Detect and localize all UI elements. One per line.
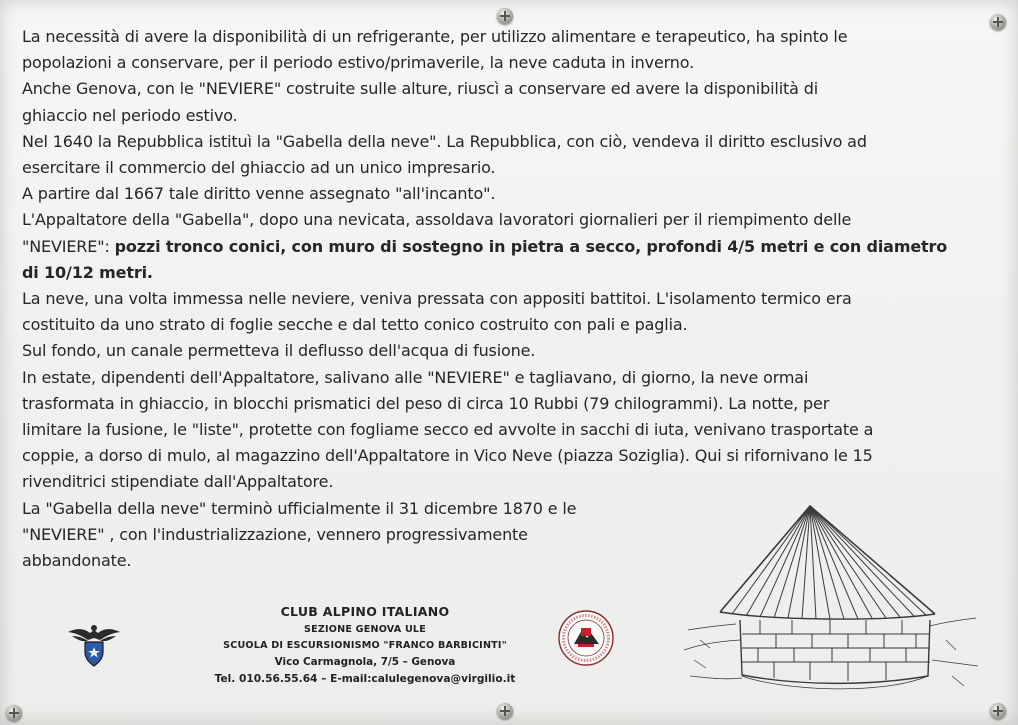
screw-top-center (497, 8, 513, 24)
text-line: abbandonate. (22, 551, 132, 571)
text-line: La necessità di avere la disponibilità di un refrigerante, per utilizzo alimentare e terapeutico, ha spinto le (22, 27, 848, 46)
text-line: trasformata in ghiaccio, in blocchi prismatici del peso di circa 10 Rubbi (79 chilogrammi). La notte, per (22, 393, 830, 413)
text-line: esercitare il commercio del ghiaccio ad un unico impresario. (22, 158, 496, 178)
text-line: Sul fondo, un canale permetteva il deflusso dell'acqua di fusione. (22, 341, 536, 361)
neviera-sketch (680, 500, 980, 720)
neviere-label: "NEVIERE": (22, 236, 115, 256)
text-line: coppie, a dorso di mulo, al magazzino dell'Appaltatore in Vico Neve (piazza Soziglia). Qui si rifornivano le 15 (22, 446, 873, 466)
address: Vico Carmagnola, 7/5 – Genova (274, 656, 456, 668)
school-seal-icon (556, 608, 616, 668)
text-line: Nel 1640 la Repubblica istituì la "Gabella della neve". La Repubblica, con ciò, vendeva il diritto esclusivo ad (22, 131, 867, 151)
school-name: SCUOLA DI ESCURSIONISMO "FRANCO BARBICINTI" (223, 640, 507, 651)
text-line: La "Gabella della neve" terminò ufficialmente il 31 dicembre 1870 e le (22, 498, 577, 518)
contact-info: Tel. 010.56.55.64 – E-mail:calulegenova@virgilio.it (214, 673, 516, 685)
text-line: Anche Genova, con le "NEVIERE" costruite sulle alture, riuscì a conservare ed avere la disponibilità di (22, 79, 819, 99)
history-text (22, 24, 997, 574)
cai-eagle-icon (66, 620, 122, 670)
text-line: popolazioni a conservare, per il periodo estivo/primaverile, la neve caduta in inverno. (22, 53, 695, 73)
screw-bottom-left (6, 705, 22, 721)
text-line-bold (22, 234, 997, 260)
text-line: "NEVIERE" , con l'industrializzazione, vennero progressivamente (22, 524, 528, 544)
text-line: ghiaccio nel periodo estivo. (22, 105, 238, 125)
text-line: La neve, una volta immessa nelle neviere, veniva pressata con appositi battitoi. L'isolamento termico era (22, 289, 852, 309)
screw-bottom-right (990, 703, 1006, 719)
text-line: L'Appaltatore della "Gabella", dopo una nevicata, assoldava lavoratori giornalieri per il riempimento delle (22, 210, 852, 230)
text-line: A partire dal 1667 tale diritto venne assegnato "all'incanto". (22, 184, 496, 204)
text-line: limitare la fusione, le "liste", protette con fogliame secco ed avvolte in sacchi di iuta, venivano trasportate a (22, 420, 874, 440)
neviere-definition: pozzi tronco conici, con muro di sostegno in pietra a secco, profondi 4/5 metri e con diametro (114, 236, 948, 256)
club-name: CLUB ALPINO ITALIANO (280, 604, 450, 619)
text-line-bold: di 10/12 metri. (22, 262, 153, 282)
text-line: In estate, dipendenti dell'Appaltatore, salivano alle "NEVIERE" e tagliavano, di giorno, la neve ormai (22, 367, 809, 387)
footer-credits (200, 604, 530, 685)
text-line: rivenditrici stipendiate dall'Appaltatore. (22, 472, 334, 492)
section-name: SEZIONE GENOVA ULE (303, 624, 427, 635)
screw-bottom-center (497, 703, 513, 719)
text-line: costituito da uno strato di foglie secche e dal tetto conico costruito con pali e paglia. (22, 315, 688, 335)
